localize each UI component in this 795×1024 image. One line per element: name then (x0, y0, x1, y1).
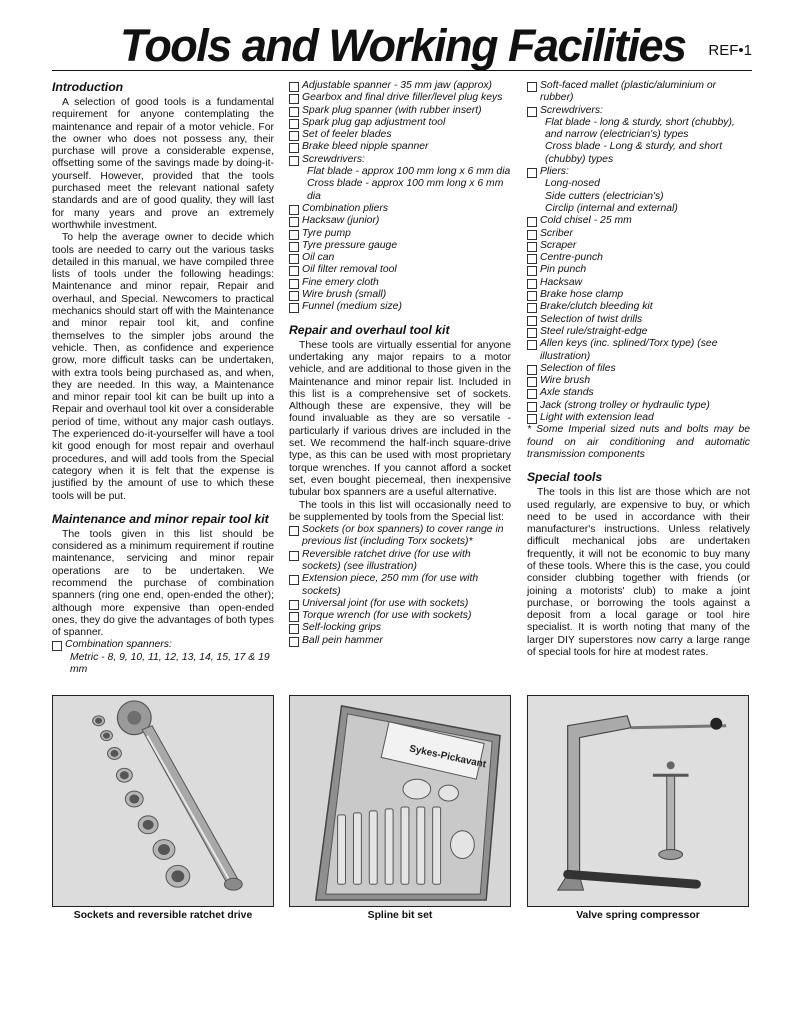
list-item: Hacksaw (527, 277, 750, 289)
maintenance-heading: Maintenance and minor repair tool kit (52, 511, 269, 526)
list-item: Adjustable spanner - 35 mm jaw (approx) (289, 80, 511, 92)
maintenance-list-start (52, 639, 274, 651)
page-title: Tools and Working Facilities (120, 20, 686, 71)
list-item: Brake bleed nipple spanner (289, 141, 511, 153)
list-item: Scraper (527, 240, 750, 252)
list-item: Selection of files (527, 363, 750, 375)
list-subitem: Long-nosed (545, 178, 600, 190)
list-subitem: Cross blade - approx 100 mm long x 6 mm dia (307, 178, 504, 202)
list-item: Combination spanners: (52, 639, 274, 651)
column-2 (289, 80, 511, 647)
list-item: Brake hose clamp (527, 289, 750, 301)
repair-list-cont-b (527, 215, 750, 424)
list-item: Selection of twist drills (527, 314, 750, 326)
valve-spring-compressor-illustration (528, 696, 748, 906)
header-rule (52, 70, 752, 71)
figure-valve-spring-compressor (527, 695, 749, 907)
list-item: Oil can (289, 252, 511, 264)
list-item: Torque wrench (for use with sockets) (289, 610, 511, 622)
imperial-footnote: * Some Imperial sized nuts and bolts may be found on air conditioning and automatic transmission components (527, 424, 750, 460)
list-item: Self-locking grips (289, 622, 511, 634)
intro-paragraph-1: A selection of good tools is a fundamental requirement for anyone contemplating the maintenance and repair of a motor vehicle. For the owner who does not possess any, their purchase will prove a considerable expense, offsetting some of the savings made by doing-it-yourself. However, provided that the tools purchased meet the relevant national safety standards and are of good quality, they will last for many years and prove an extremely worthwhile investment. (52, 97, 274, 231)
figure-sockets-ratchet (52, 695, 274, 907)
list-item: Cold chisel - 25 mm (527, 215, 750, 227)
list-item: Combination pliers (289, 203, 511, 215)
list-item: Universal joint (for use with sockets) (289, 598, 511, 610)
maintenance-list-a (289, 80, 511, 166)
list-item: Tyre pump (289, 228, 511, 240)
repair-list-cont-a (527, 80, 750, 117)
list-subitem: Cross blade - Long & sturdy, and short (chubby) types (545, 141, 723, 165)
list-item: Funnel (medium size) (289, 301, 511, 313)
caption-spline-bit-set: Spline bit set (367, 910, 433, 921)
list-item: Wire brush (small) (289, 289, 511, 301)
page-header (52, 18, 752, 76)
maintenance-paragraph: The tools given in this list should be considered as a minimum requirement if routine maintenance, servicing and minor repair operations are to be undertaken. We recommend the purchase of combination spanners (ring one end, open-ended the other); although more expensive than open-ended ones, they do give the advantages of both types of spanner. (52, 528, 274, 639)
list-item: Spark plug gap adjustment tool (289, 117, 511, 129)
sockets-ratchet-illustration (53, 696, 273, 906)
page-ref: REF•1 (708, 42, 752, 59)
repair-paragraph-2: The tools in this list will occasionally need to be supplemented by tools from the Special list: (289, 499, 511, 523)
repair-list (289, 524, 511, 647)
list-item: Spark plug spanner (with rubber insert) (289, 105, 511, 117)
column-1 (52, 80, 274, 676)
list-item: Allen keys (inc. splined/Torx type) (see illustration) (527, 338, 750, 363)
list-subitem: Metric - 8, 9, 10, 11, 12, 13, 14, 15, 17 & 19 mm (70, 651, 270, 676)
list-item: Hacksaw (junior) (289, 215, 511, 227)
list-item: Ball pein hammer (289, 635, 511, 647)
list-item: Wire brush (527, 375, 750, 387)
list-item: Fine emery cloth (289, 277, 511, 289)
special-paragraph: The tools in this list are those which are not used regularly, are expensive to buy, or which need to be used in accordance with their manufacturer's instructions. Unless relatively difficult mechanical jobs are undertaken frequently, it will not be economic to buy many of these tools. Where this is the case, you could consider clubbing together with friends (or joining a motorists' club) to make a joint purchase, or borrowing the tools against a deposit from a local garage or tool hire specialist. It is worth noting that many of the larger DIY superstores now carry a large range of special tools for hire at modest rates. (527, 487, 750, 659)
list-item: Brake/clutch bleeding kit (527, 301, 750, 313)
intro-paragraph-2: To help the average owner to decide which tools are needed to carry out the various tasks detailed in this manual, we have compiled three lists of tools under the following headings: Maintenance and minor repair, Repair and overhaul, and Special. Newcomers to practical mechanics should start off with the Maintenance and minor repair tool kit, and confine themselves to the simpler jobs around the vehicle. Then, as confidence and experience grow, more difficult tasks can be undertaken, with extra tools being purchased as, and when, they are needed. In this way, a Maintenance and minor repair tool kit can be built up into a Repair and overhaul tool kit over a considerable period of time, without any major cash outlays. The experienced do-it-yourselfer will have a tool kit good enough for most repair and overhaul procedures, and will add tools from the Special category when it is felt that the expense is justified by the amount of use to which these tools will be put. (52, 232, 274, 502)
list-item: Gearbox and final drive filler/level plug keys (289, 92, 511, 104)
list-item: Tyre pressure gauge (289, 240, 511, 252)
list-subitem: Side cutters (electrician's) (545, 190, 664, 202)
brand-label: Sykes-Pickavant (408, 743, 487, 771)
list-item: Screwdrivers: (527, 105, 750, 117)
list-item: Pin punch (527, 264, 750, 276)
list-item: Soft-faced mallet (plastic/aluminium or rubber) (527, 80, 750, 105)
special-heading: Special tools (527, 470, 603, 485)
list-subitem: Flat blade - long & sturdy, short (chubby), and narrow (electrician's) types (545, 116, 735, 141)
repair-paragraph-1: These tools are virtually essential for anyone undertaking any major repairs to a motor vehicle, and are additional to those given in the Maintenance and minor repair list. Included in this list is a comprehensive set of sockets. Although these are expensive, they will be found invaluable as they are so versatile - particularly if various drives are included in the set. We recommend the half-inch square-drive type, as this can be used with most proprietary torque wrenches. If you cannot afford a socket set, even bought piecemeal, then inexpensive tubular box spanners are a useful alternative. (289, 339, 511, 499)
repair-list-cont-pliers (527, 166, 750, 178)
list-item: Set of feeler blades (289, 129, 511, 141)
maintenance-list-b (289, 203, 511, 314)
intro-heading: Introduction (52, 80, 124, 94)
caption-sockets-ratchet: Sockets and reversible ratchet drive (73, 910, 253, 921)
list-item: Oil filter removal tool (289, 264, 511, 276)
figure-spline-bit-set (289, 695, 511, 907)
list-item: Scriber (527, 228, 750, 240)
list-item: Axle stands (527, 387, 750, 399)
list-item: Centre-punch (527, 252, 750, 264)
list-item: Pliers: (527, 166, 750, 178)
spline-bit-set-illustration (290, 696, 510, 906)
list-subitem: Flat blade - approx 100 mm long x 6 mm dia (307, 166, 511, 178)
list-item: Sockets (or box spanners) to cover range in previous list (including Torx sockets)* (289, 524, 511, 549)
list-item: Reversible ratchet drive (for use with sockets) (see illustration) (289, 549, 511, 574)
list-item: Light with extension lead (527, 412, 750, 424)
column-3 (527, 80, 750, 659)
list-item: Jack (strong trolley or hydraulic type) (527, 400, 750, 412)
repair-heading: Repair and overhaul tool kit (289, 322, 450, 337)
list-item: Screwdrivers: (289, 154, 511, 166)
list-subitem: Circlip (internal and external) (545, 202, 678, 214)
list-item: Steel rule/straight-edge (527, 326, 750, 338)
caption-valve-spring-compressor: Valve spring compressor (576, 910, 700, 921)
list-item: Extension piece, 250 mm (for use with sockets) (289, 573, 511, 598)
